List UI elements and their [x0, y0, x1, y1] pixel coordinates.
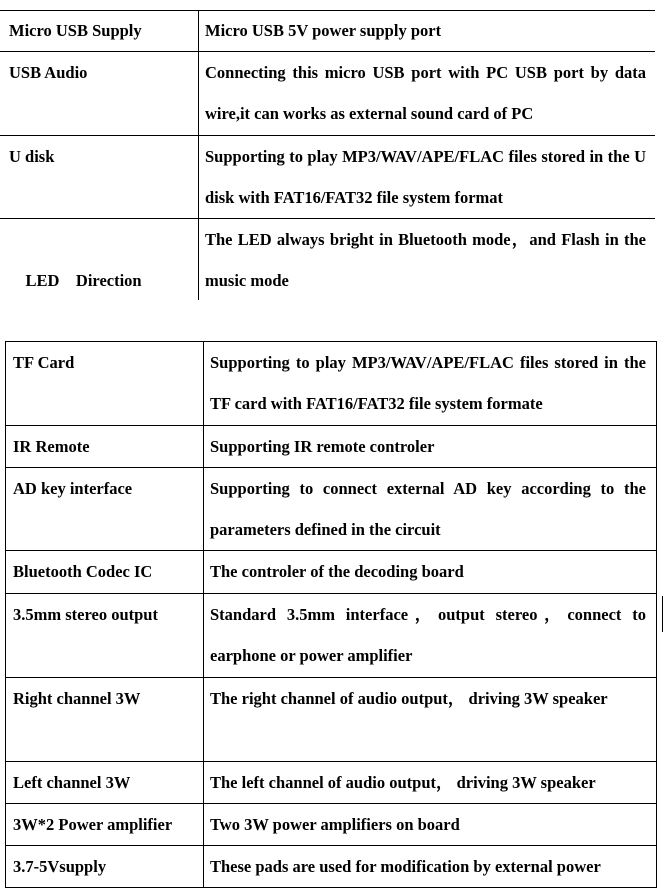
feature-description: Supporting IR remote controler [210, 437, 435, 456]
table-row [204, 594, 656, 676]
feature-description: Micro USB 5V power supply port [205, 21, 442, 40]
table-row [199, 52, 656, 134]
table-row [0, 10, 198, 51]
table-row [5, 762, 203, 803]
table-row [5, 426, 203, 467]
table-row [5, 678, 203, 719]
table-row [0, 52, 198, 93]
feature-label: U disk [9, 147, 55, 166]
table-row [204, 678, 656, 719]
feature-label: LED Direction [25, 271, 142, 290]
table-row [199, 136, 656, 218]
table-row [199, 10, 656, 51]
feature-label: TF Card [13, 353, 75, 372]
feature-label: Micro USB Supply [9, 21, 142, 40]
table-row [204, 551, 656, 592]
feature-description: Standard 3.5mm interface，output stereo，connect to earphone or power amplifier [210, 605, 646, 665]
feature-label: USB Audio [9, 63, 88, 82]
feature-label: IR Remote [13, 437, 90, 456]
table-row [204, 804, 656, 845]
table-2-right-border [656, 341, 657, 888]
table-row [0, 136, 198, 177]
table-row [5, 846, 203, 887]
table-row [204, 762, 656, 803]
feature-description: Connecting this micro USB port with PC USB port by data wire,it can works as external sound card of PC [205, 63, 646, 123]
feature-description: The right channel of audio output， driving 3W speaker [210, 689, 608, 708]
feature-label: 3.5mm stereo output [13, 605, 158, 624]
table-2-bottom-border [5, 887, 657, 888]
table-row [5, 594, 203, 635]
table-row [5, 468, 203, 509]
table-row [204, 342, 656, 424]
feature-label: 3W*2 Power amplifier [13, 815, 173, 834]
table-row [204, 846, 656, 887]
feature-description: The left channel of audio output， driving 3W speaker [210, 773, 596, 792]
feature-description: Supporting to play MP3/WAV/APE/FLAC files stored in the TF card with FAT16/FAT32 file system formate [210, 353, 646, 413]
table-row [204, 468, 656, 550]
table-row [204, 426, 656, 467]
feature-description: The LED always bright in Bluetooth mode，and Flash in the music mode [205, 230, 646, 290]
table-row [0, 219, 198, 342]
stray-border-mark [662, 596, 663, 632]
feature-label: 3.7-5Vsupply [13, 857, 107, 876]
table-row [5, 551, 203, 592]
feature-description: Supporting to play MP3/WAV/APE/FLAC files stored in the U disk with FAT16/FAT32 file system format [205, 147, 646, 207]
feature-description: Supporting to connect external AD key according to the parameters defined in the circuit [210, 479, 646, 539]
feature-label: AD key interface [13, 479, 133, 498]
table-row [5, 804, 203, 845]
feature-label: Bluetooth Codec IC [13, 562, 153, 581]
feature-description: These pads are used for modification by external power [210, 857, 601, 876]
feature-label: Right channel 3W [13, 689, 141, 708]
table-row [199, 219, 656, 301]
feature-description: The controler of the decoding board [210, 562, 464, 581]
feature-label: Left channel 3W [13, 773, 131, 792]
table-row [5, 342, 203, 383]
feature-description: Two 3W power amplifiers on board [210, 815, 460, 834]
